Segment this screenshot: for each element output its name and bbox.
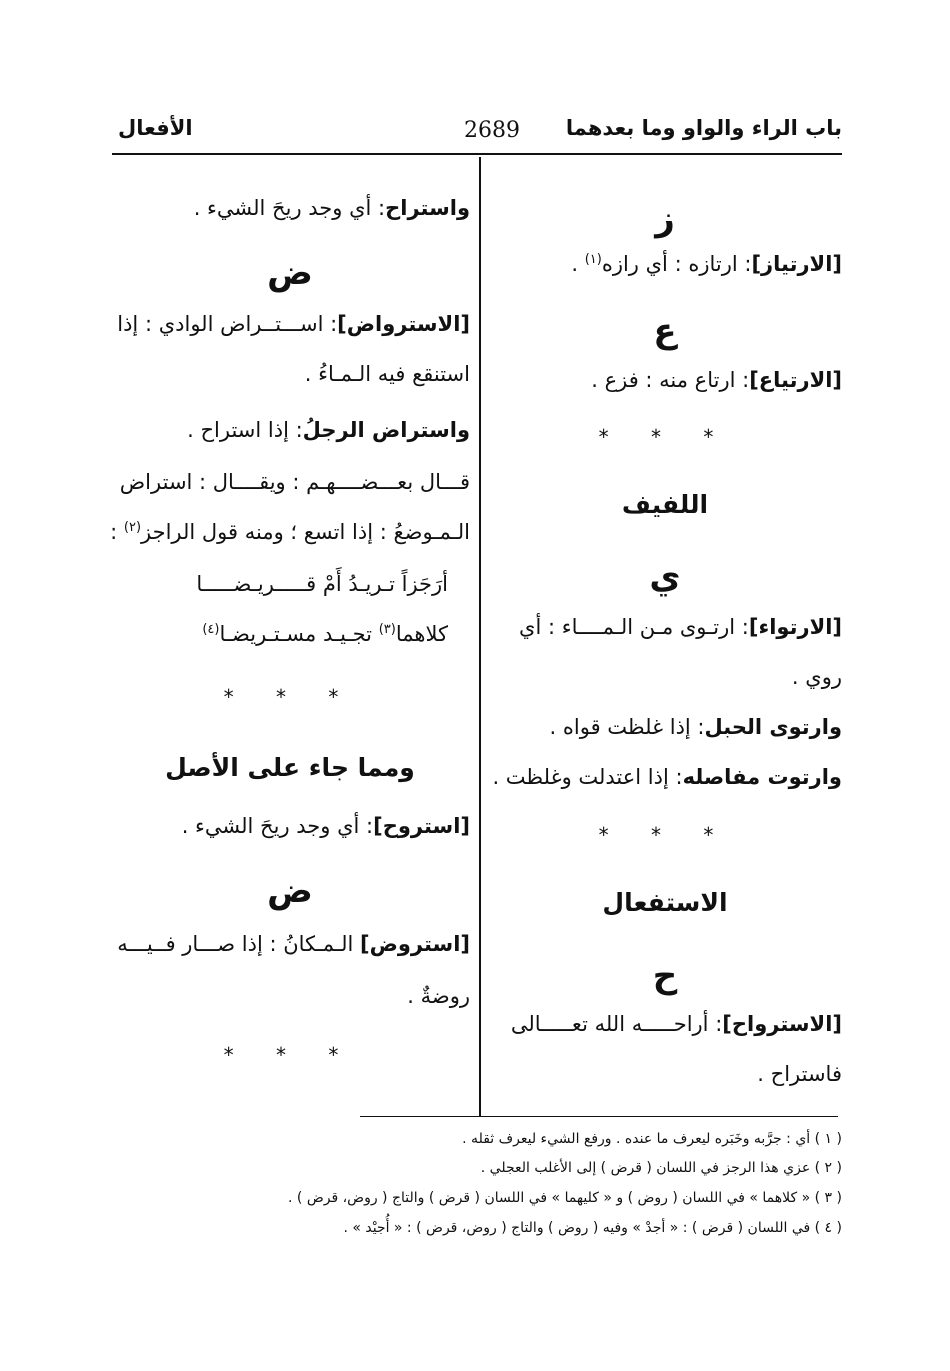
section-heading-asl: ومما جاء على الأصل	[165, 753, 415, 782]
section-title: الأفعال	[118, 116, 193, 140]
section-heading-lafif: اللفيف	[621, 490, 709, 519]
entry-definition: : أي وجد ريحَ الشيء .	[193, 196, 386, 220]
chapter-title: باب الراء والواو وما بعدهما	[565, 116, 842, 140]
verse-line-2	[110, 619, 448, 649]
footnote-1: ( ١ ) أي : جرَّبه وخَبَره ليعرف ما عنده . ورفع الشيء ليعرف ثقله .	[462, 1131, 842, 1147]
entry-definition: : ارتاع منه : فزع .	[591, 368, 750, 392]
entry-istirwah-continued: فاستراح .	[757, 1062, 842, 1086]
footnote-ref: (٢)	[123, 520, 142, 535]
entry-irtiwa-mafasil	[488, 762, 842, 792]
entry-definition: : ارتـوى مـن الـمــــاء : أي	[519, 615, 749, 639]
page-header	[112, 112, 842, 152]
entry-istarah	[110, 193, 470, 223]
entry-istirad-rajul	[110, 415, 470, 445]
entry-end: .	[571, 252, 585, 276]
entry-istirwah-asl	[110, 811, 470, 841]
entry-term: واستراح	[385, 196, 470, 220]
letter-heading-ya: ي	[649, 557, 681, 597]
entry-irtiwa-continued: روي .	[791, 665, 842, 689]
separator-stars: * * *	[598, 425, 732, 449]
entry-irtiwa-habl	[488, 712, 842, 742]
entry-term: واستراض الرجلُ	[302, 418, 470, 442]
letter-heading-dad: ض	[267, 253, 313, 293]
entry-definition: : اســـتــراض الوادي : إذا	[117, 312, 338, 336]
entry-irtiya	[488, 365, 842, 395]
entry-term: [الارتياع]	[749, 368, 842, 392]
entry-text: الـمـوضعُ : إذا اتسع ؛ ومنه قول الراجز	[141, 520, 470, 544]
letter-heading-z: ز	[655, 199, 675, 239]
entry-term: [استروح]	[373, 814, 470, 838]
letter-heading-ain: ع	[653, 311, 677, 351]
entry-end: :	[110, 520, 124, 544]
entry-istirwah	[488, 1009, 842, 1039]
separator-stars: * * *	[223, 1043, 357, 1067]
entry-irtiyaz	[488, 249, 842, 279]
entry-qala: قـــال بعـــضــــهـم : ويقــــال : استراض	[119, 470, 470, 494]
entry-term: [الارتواء]	[748, 615, 842, 639]
entry-istirwad	[110, 309, 470, 339]
entry-definition: الـمـكانُ : إذا صـــار فــيـــه	[117, 932, 361, 956]
entry-definition: : إذا اعتدلت وغلظت .	[492, 765, 683, 789]
column-divider	[479, 157, 481, 1117]
page-number: 2689	[464, 118, 520, 143]
footnote-ref: (٤)	[202, 622, 220, 637]
entry-definition: : إذا استراح .	[187, 418, 303, 442]
verse-text: كلاهما	[395, 622, 448, 646]
verse-text: تجـيـد مسـتـريضـا	[219, 622, 379, 646]
separator-stars: * * *	[223, 685, 357, 709]
footnote-rule	[360, 1116, 838, 1117]
header-rule	[112, 153, 842, 155]
entry-definition: : أراحـــــه الله تعـــــالى	[510, 1012, 723, 1036]
entry-definition: : إذا غلظت قواه .	[549, 715, 705, 739]
letter-heading-dad: ض	[267, 871, 313, 911]
section-heading-istifal: الاستفعال	[602, 888, 728, 917]
entry-istarwad-continued: روضةٌ .	[407, 984, 470, 1008]
footnote-4: ( ٤ ) في اللسان ( قرض ) : « أجدْ » وفيه ( روض ) والتاج ( روض، قرض ) : « أُجيْد » .	[343, 1220, 842, 1236]
entry-term: [الارتياز]	[751, 252, 842, 276]
letter-heading-ha: ح	[652, 956, 678, 996]
entry-istirwad-continued: استنقع فيه الـمـاءُ .	[304, 362, 470, 386]
entry-irtiwa	[488, 612, 842, 642]
entry-definition: : ارتازه : أي رازه	[601, 252, 752, 276]
entry-term: [الاسترواح]	[722, 1012, 842, 1036]
entry-term: [استروض]	[360, 932, 470, 956]
separator-stars: * * *	[598, 823, 732, 847]
verse-line-1: أرَجَزاً تـريـدُ أَمْ قـــــريـضـــــا	[196, 572, 448, 596]
footnote-ref: (١)	[584, 252, 602, 267]
footnote-3: ( ٣ ) « كلاهما » في اللسان ( روض ) و « كليهما » في اللسان ( قرض ) والتاج ( روض، قرض ) .	[288, 1190, 842, 1206]
footnote-ref: (٣)	[378, 622, 396, 637]
entry-definition: : أي وجد ريحَ الشيء .	[181, 814, 374, 838]
entry-term: [الاسترواض]	[337, 312, 470, 336]
entry-term: وارتوى الحبل	[704, 715, 842, 739]
entry-mawdi	[110, 517, 470, 547]
entry-istarwad	[110, 929, 470, 959]
entry-term: وارتوت مفاصله	[682, 765, 842, 789]
footnote-2: ( ٢ ) عزي هذا الرجز في اللسان ( قرض ) إلى الأغلب العجلي .	[480, 1160, 842, 1176]
